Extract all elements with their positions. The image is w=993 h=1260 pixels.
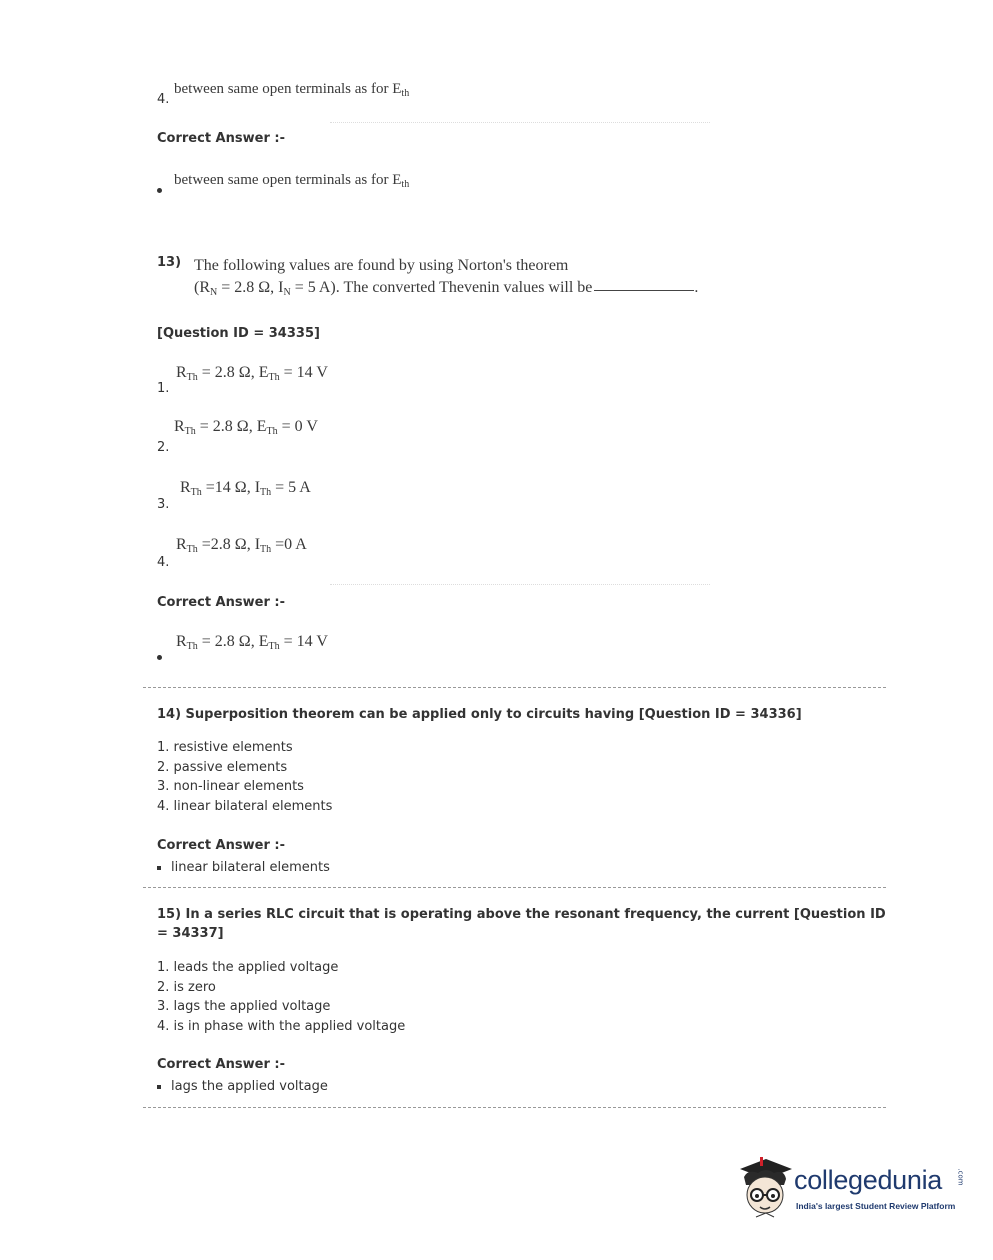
collegedunia-logo bbox=[736, 1155, 966, 1225]
bullet-icon bbox=[157, 655, 162, 660]
bullet-icon bbox=[157, 188, 162, 193]
options-list bbox=[157, 958, 405, 1036]
option-text: between same open terminals as for $E_{th}$ bbox=[174, 81, 410, 99]
option-2: 2. is zero bbox=[157, 979, 216, 995]
correct-answer-label: Correct Answer :- bbox=[157, 838, 285, 853]
option-3: $R_{Th} =14$ Ω, $I_{Th} = 5$ A bbox=[180, 479, 311, 498]
option-number: 4. bbox=[157, 92, 170, 107]
option-1: $R_{Th} = 2.8$ Ω, $E_{Th} = 14$ V bbox=[176, 364, 328, 383]
answer-text: $R_{Th} = 2.8$ Ω, $E_{Th} = 14$ V bbox=[176, 633, 328, 652]
divider bbox=[330, 584, 710, 585]
question-text-line1: The following values are found by using Norton's theorem bbox=[194, 257, 569, 274]
mascot-icon bbox=[736, 1155, 796, 1221]
answer-blank bbox=[594, 290, 694, 291]
option-4: 4. is in phase with the applied voltage bbox=[157, 1018, 406, 1034]
option-4: 4. linear bilateral elements bbox=[157, 798, 333, 814]
divider bbox=[330, 122, 710, 123]
brand-tagline: India's largest Student Review Platform bbox=[796, 1201, 956, 1211]
answer-item: linear bilateral elements bbox=[157, 860, 330, 875]
option-number: 3. bbox=[157, 497, 170, 512]
bullet-icon bbox=[157, 866, 161, 870]
option-4: $R_{Th} =2.8$ Ω, $I_{Th} =0$ A bbox=[176, 536, 307, 555]
option-2: 2. passive elements bbox=[157, 759, 288, 775]
option-number: 1. bbox=[157, 381, 170, 396]
option-3: 3. non-linear elements bbox=[157, 779, 304, 794]
answer-text: between same open terminals as for $E_{th}$ bbox=[174, 172, 410, 190]
option-3: 3. lags the applied voltage bbox=[157, 999, 331, 1014]
section-divider bbox=[143, 687, 886, 688]
question-title-continued: = 34337] bbox=[157, 926, 224, 941]
brand-name: collegedunia bbox=[794, 1165, 943, 1195]
correct-answer-label: Correct Answer :- bbox=[157, 595, 285, 610]
question-number: 13) bbox=[157, 255, 182, 270]
bullet-icon bbox=[157, 1085, 161, 1089]
question-title: 14) Superposition theorem can be applied only to circuits having [Question ID = 34336] bbox=[157, 707, 802, 722]
correct-answer-label: Correct Answer :- bbox=[157, 131, 285, 146]
option-number: 4. bbox=[157, 555, 170, 570]
section-divider bbox=[143, 1107, 886, 1108]
answer-item: lags the applied voltage bbox=[157, 1079, 328, 1094]
question-id: [Question ID = 34335] bbox=[157, 326, 320, 341]
brand-suffix: .com bbox=[956, 1168, 965, 1186]
question-title: 15) In a series RLC circuit that is operating above the resonant frequency, the current [Question ID bbox=[157, 907, 886, 922]
option-2: $R_{Th} = 2.8$ Ω, $E_{Th} = 0$ V bbox=[174, 418, 318, 437]
option-number: 2. bbox=[157, 440, 170, 455]
options-list bbox=[157, 738, 332, 816]
question-text-line2: ($R_N = 2.8$ Ω, $I_N = 5$ A). The converted Thevenin values will be . bbox=[194, 279, 699, 298]
section-divider bbox=[143, 887, 886, 888]
option-1: 1. resistive elements bbox=[157, 740, 293, 755]
correct-answer-label: Correct Answer :- bbox=[157, 1057, 285, 1072]
option-1: 1. leads the applied voltage bbox=[157, 960, 339, 975]
